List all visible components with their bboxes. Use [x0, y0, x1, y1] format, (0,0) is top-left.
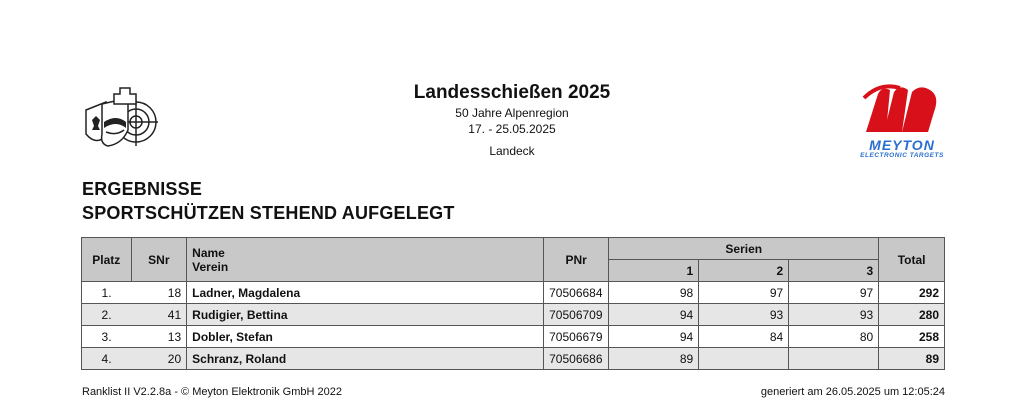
brand-sub: ELECTRONIC TARGETS: [860, 152, 944, 159]
cell-pnr: 70506684: [544, 282, 609, 304]
cell-platz: 2.: [82, 304, 132, 326]
cell-name: Schranz, Roland: [187, 348, 544, 370]
meyton-logo: [860, 82, 944, 162]
table-row: [82, 282, 945, 304]
header-serie-2: 2: [699, 260, 789, 282]
cell-serie-1: 94: [609, 326, 699, 348]
cell-platz: 1.: [82, 282, 132, 304]
header-platz: Platz: [82, 238, 132, 282]
event-dates: 17. - 25.05.2025: [468, 122, 556, 136]
cell-platz: 3.: [82, 326, 132, 348]
header-serie-3: 3: [789, 260, 879, 282]
table-row: [82, 348, 945, 370]
header-name: Name: [192, 245, 225, 260]
section-subtitle: SPORTSCHÜTZEN STEHEND AUFGELEGT: [82, 203, 455, 223]
coat-of-arms-icon: [84, 84, 158, 154]
cell-pnr: 70506679: [544, 326, 609, 348]
header-name-verein: [187, 238, 544, 282]
cell-name: Rudigier, Bettina: [187, 304, 544, 326]
cell-snr: 41: [131, 304, 187, 326]
cell-serie-2: [699, 348, 789, 370]
header-serie-1: 1: [609, 260, 699, 282]
cell-pnr: 70506686: [544, 348, 609, 370]
cell-serie-1: 98: [609, 282, 699, 304]
cell-serie-3: [789, 348, 879, 370]
header-serien: Serien: [609, 238, 879, 260]
meyton-m-icon: [860, 82, 944, 138]
brand-word: MEYTON: [869, 137, 935, 153]
header-snr: SNr: [131, 238, 187, 282]
cell-serie-2: 93: [699, 304, 789, 326]
cell-serie-3: 97: [789, 282, 879, 304]
page-subtitle: 50 Jahre Alpenregion: [455, 106, 569, 120]
cell-pnr: 70506709: [544, 304, 609, 326]
cell-serie-2: 84: [699, 326, 789, 348]
cell-platz: 4.: [82, 348, 132, 370]
cell-serie-2: 97: [699, 282, 789, 304]
results-table: [81, 237, 945, 370]
table-row: [82, 304, 945, 326]
cell-total: 258: [879, 326, 945, 348]
cell-serie-1: 94: [609, 304, 699, 326]
cell-serie-1: 89: [609, 348, 699, 370]
cell-total: 89: [879, 348, 945, 370]
cell-serie-3: 93: [789, 304, 879, 326]
cell-snr: 13: [131, 326, 187, 348]
header-total: Total: [879, 238, 945, 282]
event-location: Landeck: [489, 144, 535, 158]
cell-snr: 20: [131, 348, 187, 370]
cell-total: 280: [879, 304, 945, 326]
header-verein: Verein: [192, 259, 229, 274]
section-title: ERGEBNISSE: [82, 179, 203, 199]
table-row: [82, 326, 945, 348]
cell-name: Ladner, Magdalena: [187, 282, 544, 304]
footer-generated: generiert am 26.05.2025 um 12:05:24: [760, 386, 945, 398]
cell-total: 292: [879, 282, 945, 304]
cell-name: Dobler, Stefan: [187, 326, 544, 348]
header-pnr: PNr: [544, 238, 609, 282]
page-title: Landesschießen 2025: [413, 82, 611, 103]
cell-serie-3: 80: [789, 326, 879, 348]
cell-snr: 18: [131, 282, 187, 304]
footer-version: Ranklist II V2.2.8a - © Meyton Elektronik GmbH 2022: [82, 386, 342, 398]
